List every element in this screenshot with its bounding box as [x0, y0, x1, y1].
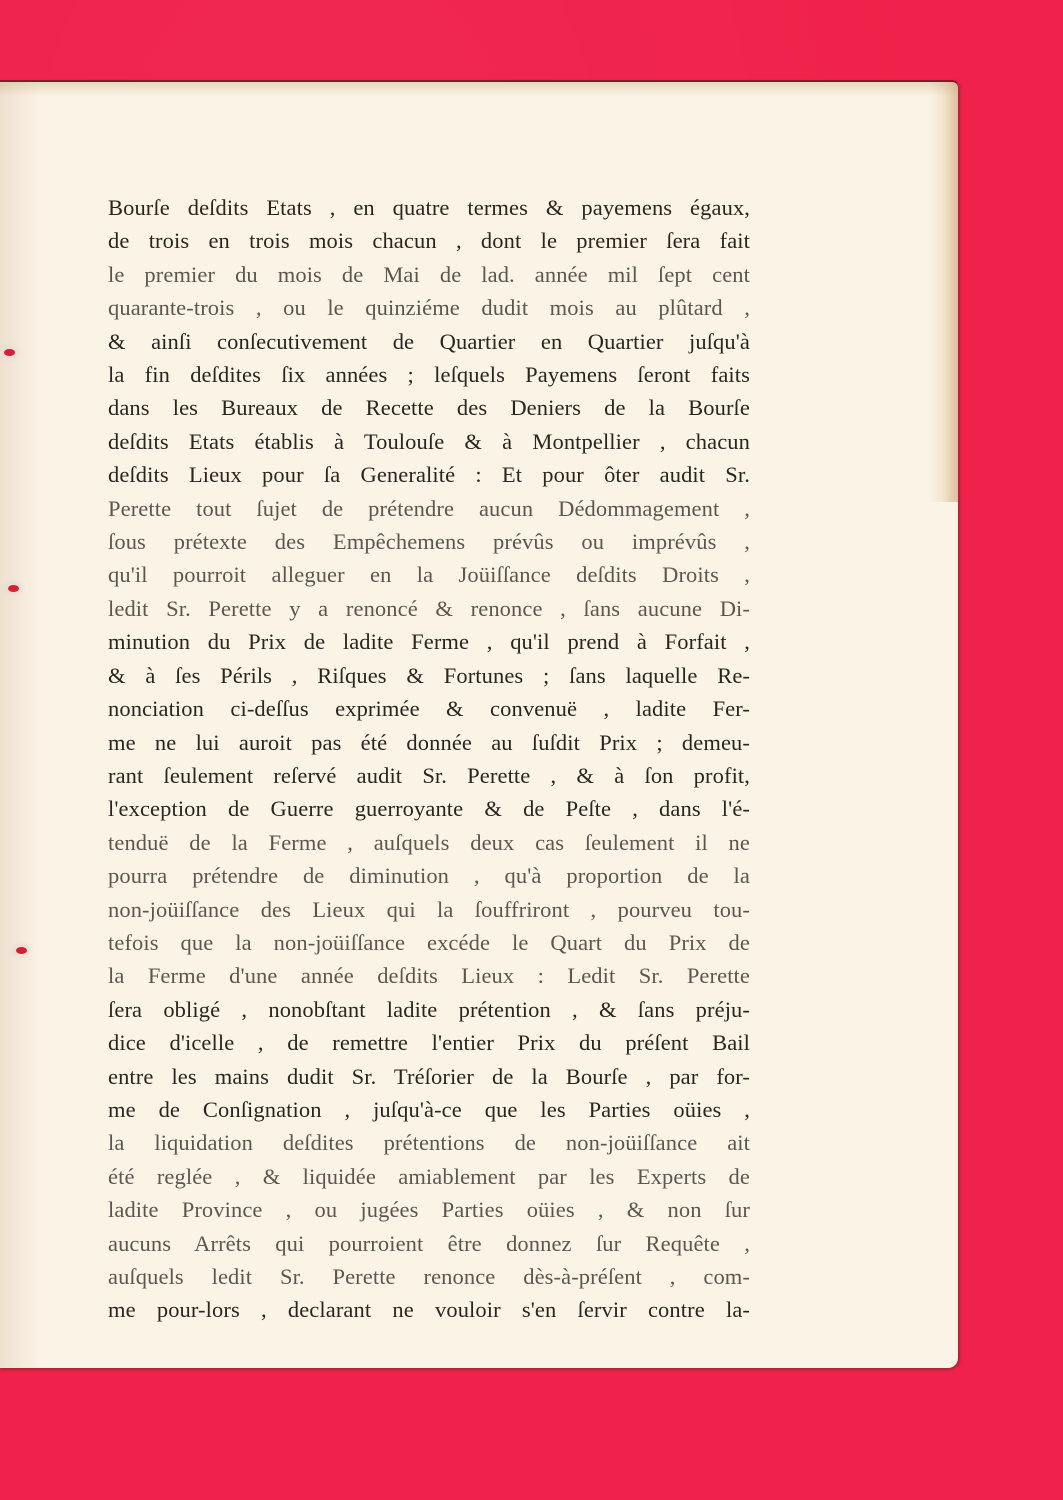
text-line: ledit Sr. Perette y a renoncé & renonce , ſans aucune Di- — [108, 595, 750, 621]
text-line: la liquidation deſdites prétentions de non-joüiſſance ait — [108, 1130, 750, 1156]
text-line: ſera obligé , nonobſtant ladite prétention , & ſans préju- — [108, 996, 750, 1022]
text-line: non-joüiſſance des Lieux qui la ſouffriront , pourveu tou- — [108, 896, 750, 922]
text-line: Perette tout ſujet de prétendre aucun Dédommagement , — [108, 495, 750, 521]
text-line: minution du Prix de ladite Ferme , qu'il prend à Forfait , — [108, 629, 750, 655]
text-line: me de Conſignation , juſqu'à-ce que les Parties oüies , — [108, 1096, 750, 1122]
text-line: tenduë de la Ferme , auſquels deux cas ſeulement il ne — [108, 829, 750, 855]
text-line: dice d'icelle , de remettre l'entier Prix du préſent Bail — [108, 1030, 750, 1056]
text-line: l'exception de Guerre guerroyante & de Peſte , dans l'é- — [108, 796, 750, 822]
text-line: auſquels ledit Sr. Perette renonce dès-à-préſent , com- — [108, 1264, 750, 1289]
text-line: deſdits Etats établis à Toulouſe & à Montpellier , chacun — [108, 428, 750, 454]
text-line: qu'il pourroit alleguer en la Joüiſſance deſdits Droits , — [108, 562, 750, 588]
text-line: aucuns Arrêts qui pourroient être donnez ſur Requête , — [108, 1230, 750, 1256]
document-page — [0, 82, 958, 1368]
text-line: de trois en trois mois chacun , dont le premier ſera fait — [108, 228, 750, 254]
text-line: dans les Bureaux de Recette des Deniers de la Bourſe — [108, 395, 750, 421]
spine-shadow — [0, 82, 40, 1368]
text-line: me ne lui auroit pas été donnée au ſuſdit Prix ; demeu- — [108, 729, 750, 755]
text-line: rant ſeulement reſervé audit Sr. Perette , & à ſon profit, — [108, 762, 750, 788]
text-line: tefois que la non-joüiſſance excéde le Quart du Prix de — [108, 929, 750, 955]
text-line: la fin deſdites ſix années ; leſquels Payemens ſeront faits — [108, 362, 750, 388]
binding-hole-icon — [16, 947, 27, 954]
text-line: été reglée , & liquidée amiablement par les Experts de — [108, 1163, 750, 1189]
text-line: & à ſes Périls , Riſques & Fortunes ; ſans laquelle Re- — [108, 662, 750, 688]
text-line: entre les mains dudit Sr. Tréſorier de la Bourſe , par for- — [108, 1063, 750, 1089]
text-line: pourra prétendre de diminution , qu'à proportion de la — [108, 863, 750, 889]
text-line: ladite Province , ou jugées Parties oüies , & non ſur — [108, 1197, 750, 1223]
text-line: quarante-trois , ou le quinziéme dudit mois au plûtard , — [108, 295, 750, 321]
text-line: deſdits Lieux pour ſa Generalité : Et pour ôter audit Sr. — [108, 462, 750, 488]
binding-hole-icon — [8, 585, 19, 592]
body-text — [108, 191, 750, 1327]
text-line: me pour-lors , declarant ne vouloir s'en ſervir contre la- — [108, 1297, 750, 1323]
text-line: & ainſi conſecutivement de Quartier en Quartier juſqu'à — [108, 328, 750, 354]
text-line: nonciation ci-deſſus exprimée & convenuë , ladite Fer- — [108, 696, 750, 722]
text-line: Bourſe deſdits Etats , en quatre termes & payemens égaux, — [108, 195, 750, 220]
text-line: la Ferme d'une année deſdits Lieux : Ledit Sr. Perette — [108, 963, 750, 989]
binding-hole-icon — [4, 349, 15, 356]
text-line: le premier du mois de Mai de lad. année mil ſept cent — [108, 261, 750, 287]
text-line: ſous prétexte des Empêchemens prévûs ou imprévûs , — [108, 529, 750, 555]
